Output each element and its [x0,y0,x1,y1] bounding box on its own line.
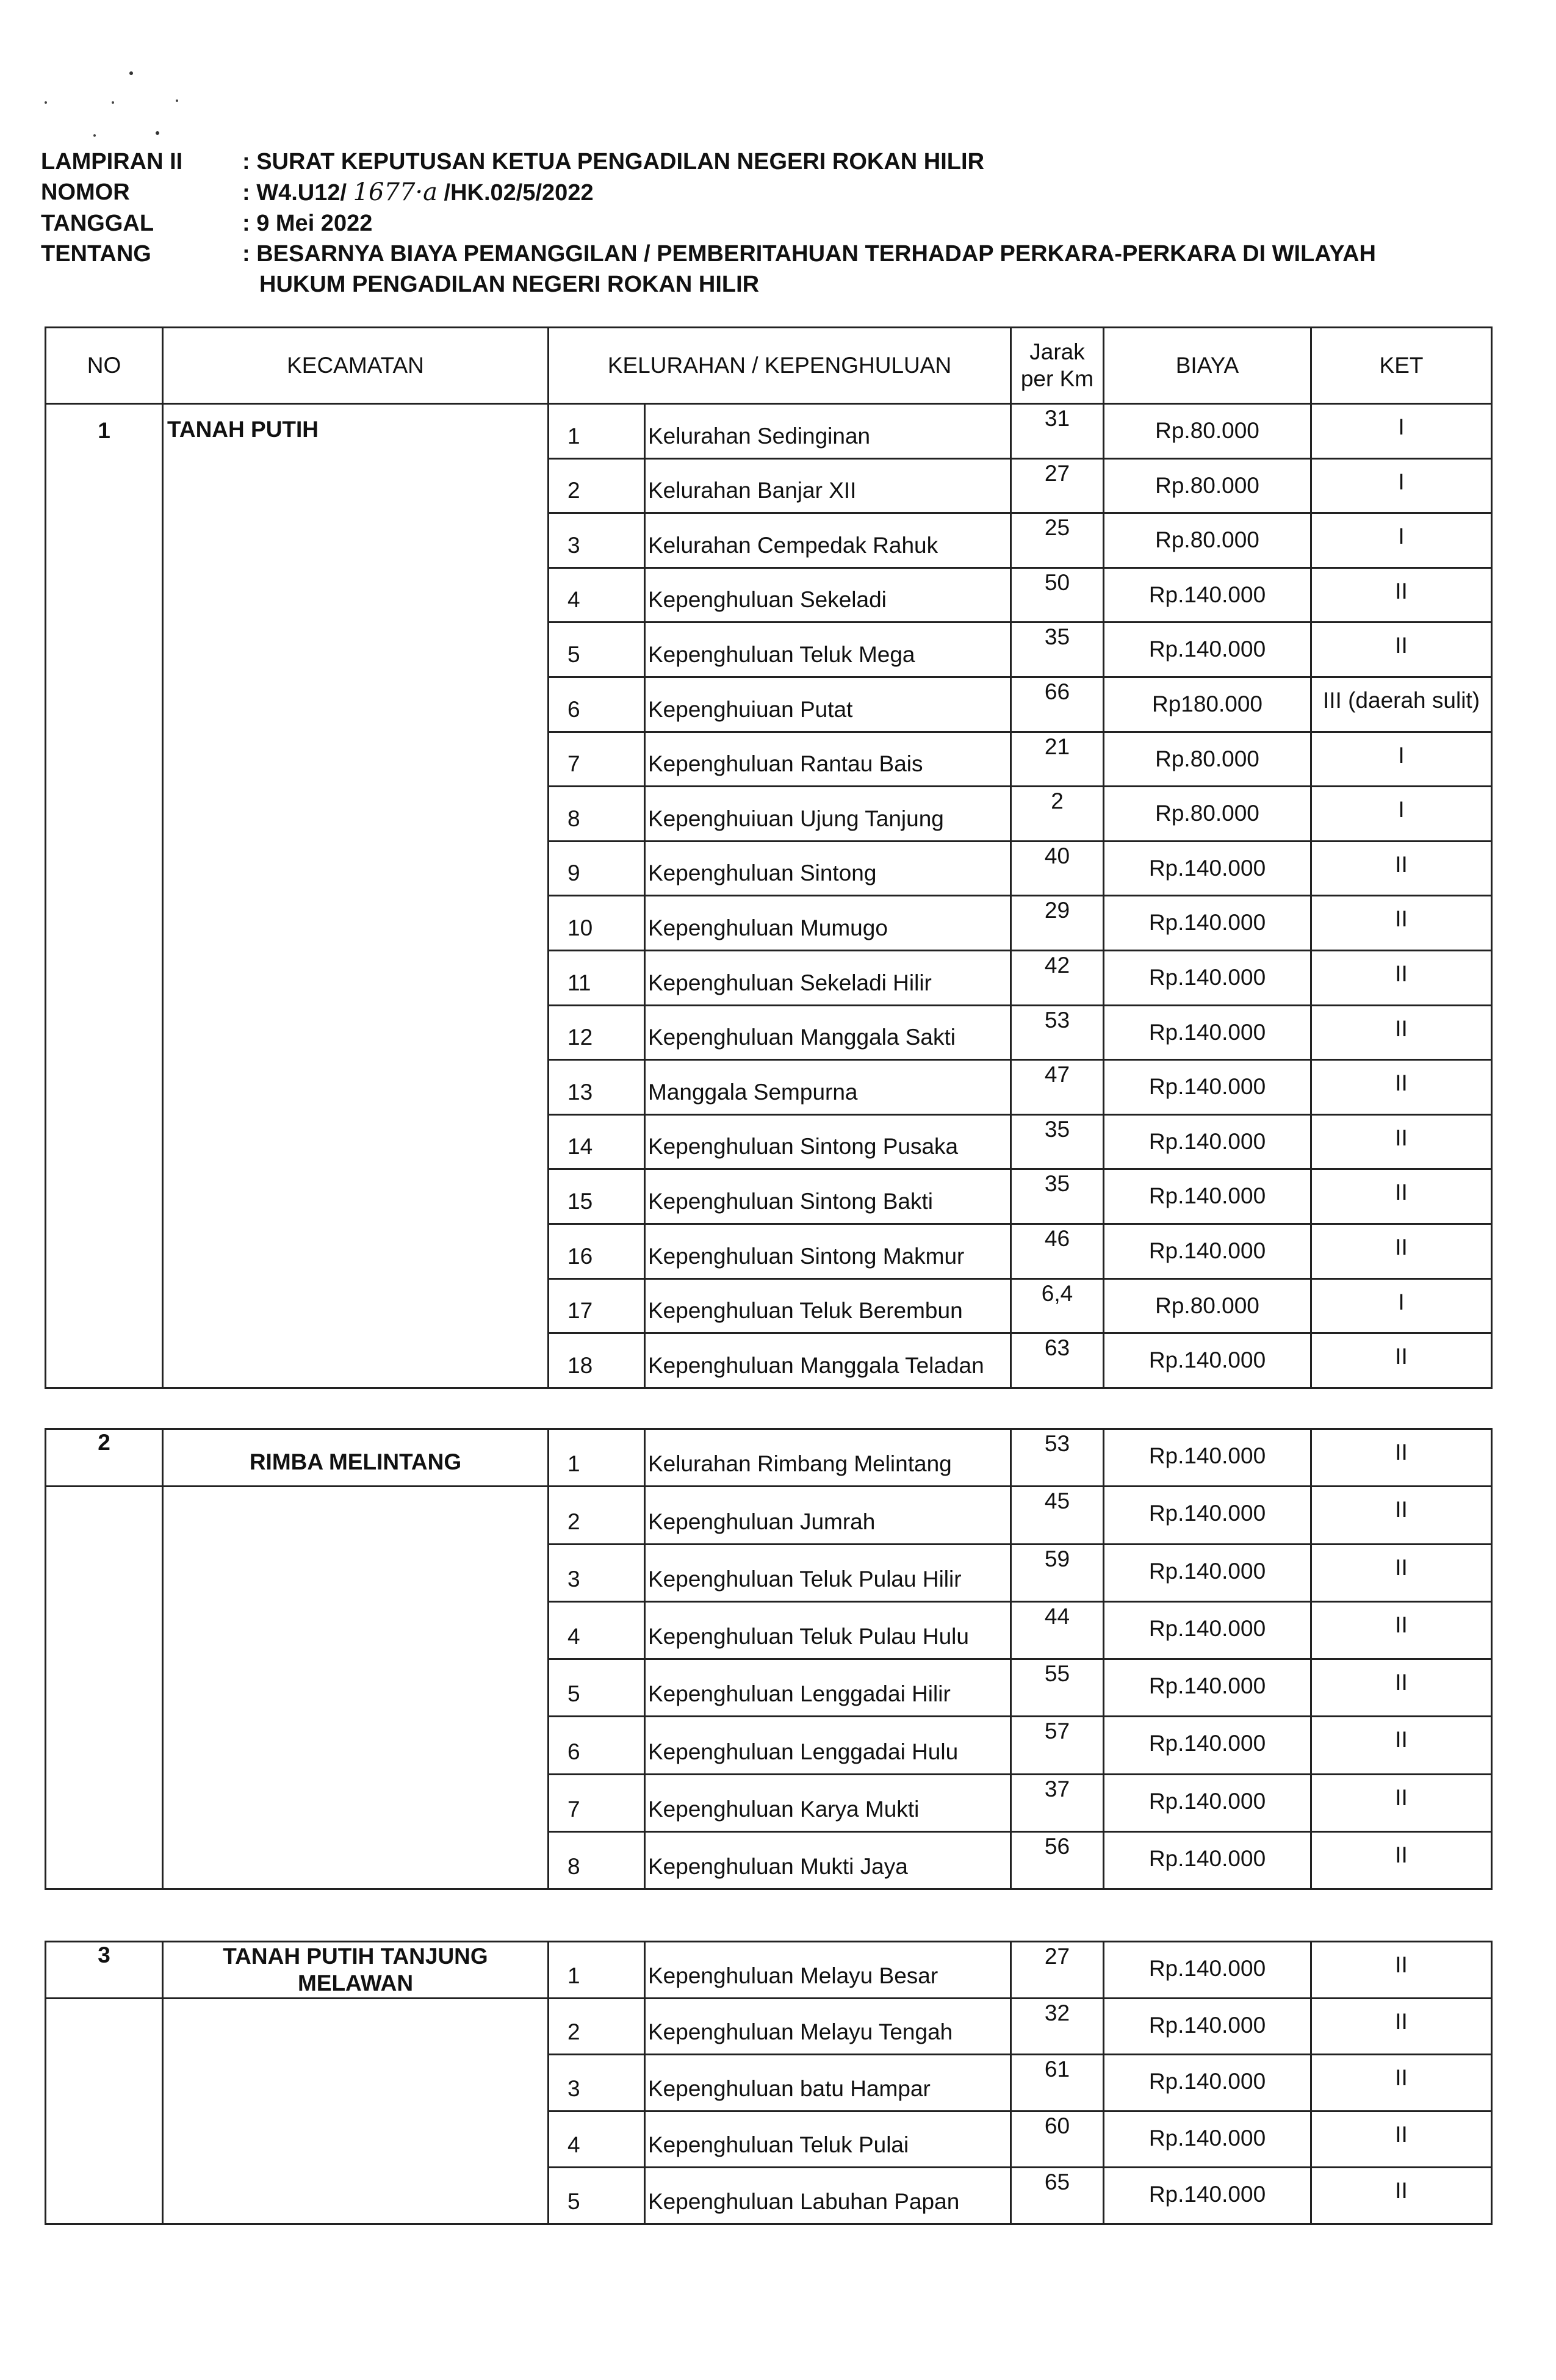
row-kelurahan: Kepenghuluan Sintong Bakti [645,1169,1011,1224]
row-biaya: Rp.140.000 [1104,841,1311,896]
header-label: NOMOR [41,179,130,205]
row-jarak: 63 [1011,1333,1104,1388]
row-index: 6 [549,1717,645,1774]
row-biaya: Rp.140.000 [1104,2111,1311,2168]
row-biaya: Rp.80.000 [1104,732,1311,787]
row-jarak: 66 [1011,677,1104,732]
row-jarak: 27 [1011,1942,1104,1999]
header-label: TANGGAL [41,211,154,236]
row-index: 1 [549,1429,645,1487]
row-index: 7 [549,1774,645,1831]
row-kelurahan: Kepenghuluan Sintong [645,841,1011,896]
header-value [242,177,1518,208]
row-jarak: 50 [1011,568,1104,622]
row-index: 5 [549,1659,645,1717]
row-kelurahan: Kepenghuluan Karya Mukti [645,1774,1011,1831]
row-ket: II [1311,1333,1492,1388]
row-jarak: 55 [1011,1659,1104,1717]
row-index: 3 [549,2055,645,2111]
header-row-tanggal [41,208,1518,239]
row-jarak: 35 [1011,622,1104,677]
row-jarak: 47 [1011,1060,1104,1115]
header-jarak-line2: per Km [1020,366,1094,391]
row-jarak: 31 [1011,404,1104,459]
header-row-lampiran [41,146,1518,177]
row-ket: II [1311,622,1492,677]
row-jarak: 53 [1011,1005,1104,1060]
row-biaya: Rp.140.000 [1104,568,1311,622]
row-kelurahan: Kelurahan Sedinginan [645,404,1011,459]
row-ket: II [1311,1774,1492,1831]
row-index: 5 [549,2168,645,2224]
row-index: 4 [549,2111,645,2168]
row-jarak: 40 [1011,841,1104,896]
row-jarak: 57 [1011,1717,1104,1774]
row-jarak: 21 [1011,732,1104,787]
section-kecamatan: TANAH PUTIH TANJUNG MELAWAN [163,1942,549,1999]
row-biaya: Rp.140.000 [1104,1998,1311,2055]
row-kelurahan: Kepenghuluan batu Hampar [645,2055,1011,2111]
section-no-empty [46,1998,163,2224]
row-kelurahan: Kelurahan Banjar XII [645,458,1011,513]
row-kelurahan: Kepenghuluan Melayu Besar [645,1942,1011,1999]
row-ket: II [1311,1832,1492,1889]
row-kelurahan: Kepenghuluan Labuhan Papan [645,2168,1011,2224]
row-ket: II [1311,1487,1492,1544]
row-index: 3 [549,513,645,568]
row-index: 1 [549,1942,645,1999]
row-jarak: 6,4 [1011,1278,1104,1333]
row-biaya: Rp.80.000 [1104,458,1311,513]
row-ket: I [1311,787,1492,842]
section-no: 3 [46,1942,163,1999]
row-jarak: 42 [1011,950,1104,1005]
row-kelurahan: Kepenghuluan Manggala Teladan [645,1333,1011,1388]
section-table-3 [45,1941,1493,2225]
row-kelurahan: Kepenghuluan Teluk Berembun [645,1278,1011,1333]
row-biaya: Rp.80.000 [1104,1278,1311,1333]
header-row-nomor [41,177,1518,208]
row-ket: II [1311,1114,1492,1169]
row-biaya: Rp.140.000 [1104,1224,1311,1278]
row-ket: II [1311,1224,1492,1278]
row-ket: II [1311,1544,1492,1601]
row-kelurahan: Kepenghuluan Sintong Makmur [645,1224,1011,1278]
row-ket: II [1311,1601,1492,1659]
row-kelurahan: Kepenghuluan Manggala Sakti [645,1005,1011,1060]
header-kecamatan: KECAMATAN [163,328,549,404]
row-ket: II [1311,950,1492,1005]
row-biaya: Rp.140.000 [1104,1832,1311,1889]
row-biaya: Rp.140.000 [1104,950,1311,1005]
section-no: 2 [46,1429,163,1487]
row-index: 14 [549,1114,645,1169]
header-label: LAMPIRAN II [41,149,183,175]
row-biaya: Rp.140.000 [1104,1060,1311,1115]
row-index: 8 [549,1832,645,1889]
row-kelurahan: Kepenghuluan Sintong Pusaka [645,1114,1011,1169]
table-row [46,404,1492,459]
nomor-prefix: : W4.U12/ [242,180,347,206]
section-kecamatan: TANAH PUTIH [163,404,549,1388]
row-ket: I [1311,404,1492,459]
row-ket: II [1311,2055,1492,2111]
row-biaya: Rp.140.000 [1104,1429,1311,1487]
tentang-line1: : BESARNYA BIAYA PEMANGGILAN / PEMBERITAHUAN TERHADAP PERKARA-PERKARA DI WILAYAH [242,241,1376,267]
table-row [46,1942,1492,1999]
row-jarak: 2 [1011,787,1104,842]
nomor-suffix: /HK.02/5/2022 [444,180,594,206]
table-row [46,1998,1492,2055]
row-biaya: Rp.80.000 [1104,787,1311,842]
row-biaya: Rp.140.000 [1104,1169,1311,1224]
row-kelurahan: Kepenghuluan Sekeladi Hilir [645,950,1011,1005]
row-index: 2 [549,1487,645,1544]
table-row [46,1487,1492,1544]
row-ket: II [1311,568,1492,622]
row-ket: II [1311,841,1492,896]
header-jarak [1011,328,1104,404]
row-jarak: 45 [1011,1487,1104,1544]
row-ket: II [1311,2111,1492,2168]
row-kelurahan: Kepenghuluan Melayu Tengah [645,1998,1011,2055]
row-ket: II [1311,1942,1492,1999]
row-biaya: Rp.140.000 [1104,1544,1311,1601]
row-index: 12 [549,1005,645,1060]
row-jarak: 56 [1011,1832,1104,1889]
row-jarak: 61 [1011,2055,1104,2111]
row-ket: I [1311,1278,1492,1333]
row-biaya: Rp.80.000 [1104,513,1311,568]
table-row [46,1429,1492,1487]
row-biaya: Rp.140.000 [1104,1942,1311,1999]
row-index: 10 [549,896,645,951]
row-index: 15 [549,1169,645,1224]
row-jarak: 46 [1011,1224,1104,1278]
table-header-row [46,328,1492,404]
row-jarak: 35 [1011,1169,1104,1224]
row-jarak: 29 [1011,896,1104,951]
row-index: 5 [549,622,645,677]
row-kelurahan: Kepenghuluan Teluk Pulau Hulu [645,1601,1011,1659]
row-ket: II [1311,1169,1492,1224]
row-biaya: Rp.140.000 [1104,1717,1311,1774]
row-biaya: Rp.140.000 [1104,1774,1311,1831]
row-index: 4 [549,1601,645,1659]
row-index: 7 [549,732,645,787]
row-kelurahan: Kepenghuluan Lenggadai Hulu [645,1717,1011,1774]
row-kelurahan: Kepenghuluan Mumugo [645,896,1011,951]
row-index: 2 [549,458,645,513]
row-ket: I [1311,458,1492,513]
section-table-1 [45,326,1493,1389]
row-ket: II [1311,1429,1492,1487]
header-biaya: BIAYA [1104,328,1311,404]
row-index: 2 [549,1998,645,2055]
row-kelurahan: Kepenghuluan Teluk Pulau Hilir [645,1544,1011,1601]
section-table-2 [45,1428,1493,1890]
row-ket: II [1311,896,1492,951]
row-kelurahan: Kepenghuluan Teluk Mega [645,622,1011,677]
row-kelurahan: Kepenghuiuan Putat [645,677,1011,732]
section-no-empty [46,1487,163,1889]
row-ket: II [1311,1005,1492,1060]
row-ket: III (daerah sulit) [1311,677,1492,732]
header-value: : SURAT KEPUTUSAN KETUA PENGADILAN NEGERI ROKAN HILIR [242,149,985,175]
row-biaya: Rp.140.000 [1104,1333,1311,1388]
header-label: TENTANG [41,241,151,267]
row-jarak: 25 [1011,513,1104,568]
row-jarak: 44 [1011,1601,1104,1659]
row-kelurahan: Kepenghuluan Rantau Bais [645,732,1011,787]
row-index: 9 [549,841,645,896]
row-biaya: Rp.80.000 [1104,404,1311,459]
row-kelurahan: Kelurahan Rimbang Melintang [645,1429,1011,1487]
row-kelurahan: Kepenghuluan Mukti Jaya [645,1832,1011,1889]
header-ket: KET [1311,328,1492,404]
scan-specks [0,0,244,146]
row-jarak: 60 [1011,2111,1104,2168]
section-kecamatan-empty [163,1487,549,1889]
row-kelurahan: Kepenghuluan Sekeladi [645,568,1011,622]
header-jarak-line1: Jarak [1029,339,1085,364]
section-kecamatan-empty [163,1998,549,2224]
section-no: 1 [46,404,163,1388]
row-biaya: Rp.140.000 [1104,1659,1311,1717]
row-index: 13 [549,1060,645,1115]
row-biaya: Rp.140.000 [1104,2055,1311,2111]
tentang-line2: HUKUM PENGADILAN NEGERI ROKAN HILIR [259,272,760,297]
row-index: 3 [549,1544,645,1601]
document-header [41,146,1518,300]
row-jarak: 53 [1011,1429,1104,1487]
row-kelurahan: Manggala Sempurna [645,1060,1011,1115]
row-biaya: Rp.140.000 [1104,896,1311,951]
row-index: 16 [549,1224,645,1278]
row-ket: II [1311,1060,1492,1115]
row-biaya: Rp.140.000 [1104,2168,1311,2224]
row-ket: I [1311,513,1492,568]
header-no: NO [46,328,163,404]
row-jarak: 37 [1011,1774,1104,1831]
row-index: 4 [549,568,645,622]
row-index: 8 [549,787,645,842]
row-jarak: 32 [1011,1998,1104,2055]
row-kelurahan: Kepenghuiuan Ujung Tanjung [645,787,1011,842]
row-ket: II [1311,2168,1492,2224]
header-value: : 9 Mei 2022 [242,211,373,236]
row-biaya: Rp.140.000 [1104,1487,1311,1544]
row-jarak: 59 [1011,1544,1104,1601]
row-kelurahan: Kelurahan Cempedak Rahuk [645,513,1011,568]
row-index: 11 [549,950,645,1005]
row-index: 6 [549,677,645,732]
header-kelurahan: KELURAHAN / KEPENGHULUAN [549,328,1011,404]
row-index: 18 [549,1333,645,1388]
row-index: 17 [549,1278,645,1333]
row-biaya: Rp.140.000 [1104,622,1311,677]
row-jarak: 27 [1011,458,1104,513]
row-biaya: Rp.140.000 [1104,1114,1311,1169]
row-biaya: Rp180.000 [1104,677,1311,732]
row-ket: II [1311,1998,1492,2055]
row-ket: II [1311,1717,1492,1774]
section-kecamatan: RIMBA MELINTANG [163,1429,549,1487]
row-jarak: 35 [1011,1114,1104,1169]
header-row-tentang [41,239,1518,300]
row-kelurahan: Kepenghuluan Teluk Pulai [645,2111,1011,2168]
row-kelurahan: Kepenghuluan Lenggadai Hilir [645,1659,1011,1717]
row-index: 1 [549,404,645,459]
row-biaya: Rp.140.000 [1104,1601,1311,1659]
row-ket: I [1311,732,1492,787]
header-value [242,239,1518,300]
row-ket: II [1311,1659,1492,1717]
row-jarak: 65 [1011,2168,1104,2224]
row-biaya: Rp.140.000 [1104,1005,1311,1060]
nomor-handwritten: 1677·a [353,178,438,206]
row-kelurahan: Kepenghuluan Jumrah [645,1487,1011,1544]
